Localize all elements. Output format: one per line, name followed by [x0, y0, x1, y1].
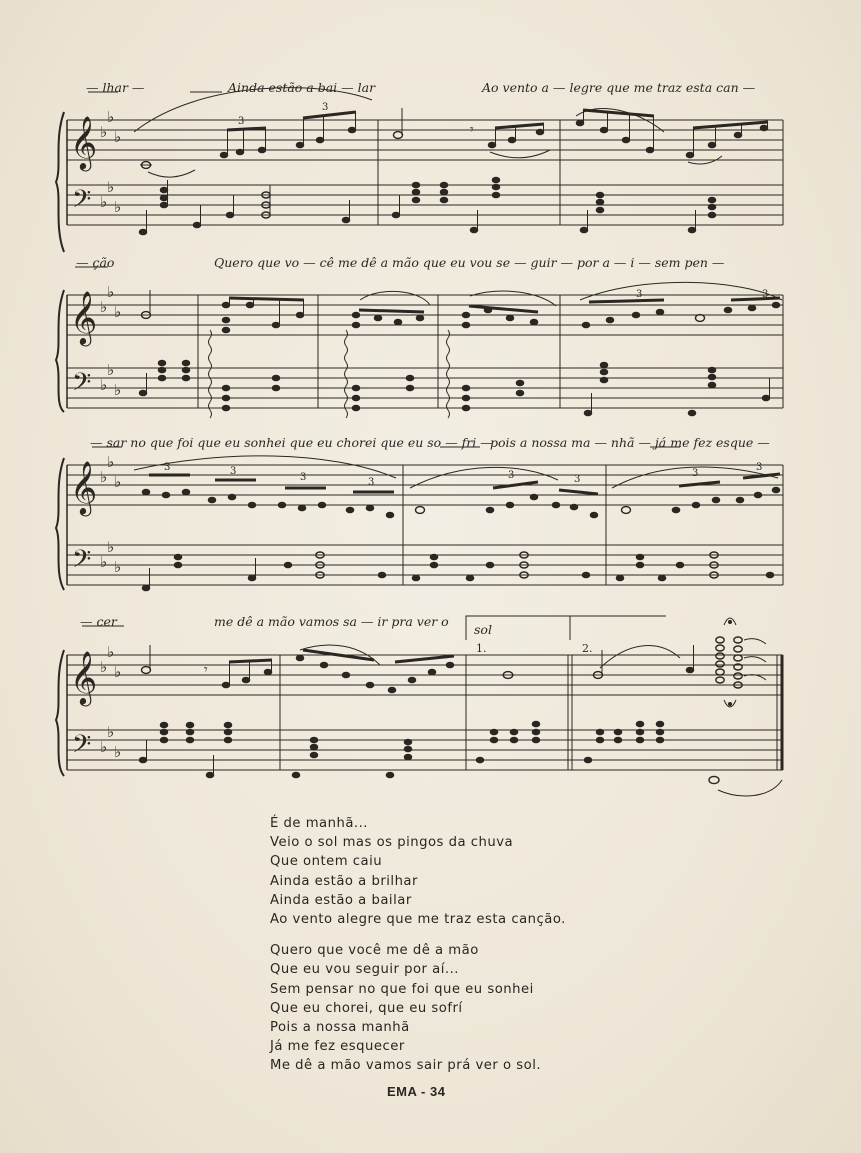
treble-clef-icon: 𝄞 — [70, 290, 98, 344]
svg-text:♭: ♭ — [107, 283, 115, 301]
svg-text:♭: ♭ — [114, 663, 122, 681]
treble-staff-3 — [67, 465, 783, 505]
svg-text:3: 3 — [368, 477, 375, 488]
bass-staff-1 — [67, 185, 783, 225]
treble-staff-1 — [67, 120, 783, 160]
key-signature-flats-icon — [100, 283, 121, 399]
system-2 — [56, 267, 783, 418]
svg-text:♭: ♭ — [114, 473, 122, 491]
lyric-system2-a: — ção — [76, 255, 115, 270]
svg-text:♭: ♭ — [107, 453, 115, 471]
key-signature-flats-icon — [100, 453, 121, 576]
system-1 — [56, 88, 783, 252]
lyric-system3-a: — sar no que foi que eu sonhei que eu chorei que eu so — fri — — [90, 435, 493, 450]
poem-line: É de manhã... — [270, 816, 369, 831]
lyric-system4-a: — cer — [80, 614, 117, 629]
svg-text:♭: ♭ — [107, 361, 115, 379]
svg-text:3: 3 — [756, 462, 763, 473]
bass-clef-icon: 𝄢 — [72, 730, 92, 765]
svg-text:♭: ♭ — [114, 128, 122, 146]
bass-staff-2 — [67, 368, 783, 408]
lyric-system1-a: — lhar — — [86, 80, 145, 95]
treble-staff-2 — [67, 295, 783, 335]
poem-line: Ainda estão a brilhar — [270, 873, 418, 889]
svg-text:3: 3 — [574, 474, 581, 485]
svg-text:3: 3 — [692, 468, 699, 479]
lyrics-poem — [270, 814, 566, 1088]
system-3 — [56, 447, 783, 591]
poem-line: Que eu chorei, que eu sofrí — [270, 1000, 463, 1016]
bass-clef-icon: 𝄢 — [72, 185, 92, 220]
svg-text:♭: ♭ — [114, 198, 122, 216]
lyric-system3-b: pois a nossa ma — nhã — já me fez esque — — [490, 435, 770, 450]
poem-line: Ao vento alegre que me traz esta canção. — [270, 912, 566, 928]
poem-stanza-2 — [270, 941, 566, 1075]
poem-line: Ainda estão a bailar — [270, 892, 412, 908]
svg-text:♭: ♭ — [114, 303, 122, 321]
treble-clef-icon: 𝄞 — [70, 650, 98, 704]
svg-text:♭: ♭ — [100, 468, 108, 486]
poem-line: Me dê a mão vamos sair prá ver o sol. — [270, 1058, 542, 1074]
svg-text:♭: ♭ — [100, 193, 108, 211]
poem-line: Quero que você me dê a mão — [270, 943, 479, 959]
svg-text:♭: ♭ — [107, 538, 115, 556]
system-4 — [56, 616, 783, 796]
lyric-system1-b: Ainda estão a bai — lar — [228, 80, 376, 95]
svg-text:♭: ♭ — [114, 558, 122, 576]
svg-text:♭: ♭ — [107, 643, 115, 661]
svg-text:3: 3 — [508, 470, 515, 481]
lyric-system2-b: Quero que vo — cê me dê a mão que eu vou se — guir — por a — i — sem pen — — [214, 255, 725, 270]
svg-text:3: 3 — [300, 472, 307, 483]
svg-text:♭: ♭ — [100, 298, 108, 316]
svg-text:3: 3 — [762, 289, 769, 300]
poem-line: Veio o sol mas os pingos da chuva — [270, 835, 514, 851]
svg-text:♭: ♭ — [100, 376, 108, 394]
bass-clef-icon: 𝄢 — [72, 368, 92, 403]
treble-staff-4 — [67, 655, 783, 695]
svg-text:♭: ♭ — [114, 381, 122, 399]
key-signature-flats-icon — [100, 108, 121, 216]
svg-text:♭: ♭ — [100, 738, 108, 756]
poem-line: Sem pensar no que foi que eu sonhei — [270, 981, 534, 997]
poem-line: Que ontem caiu — [270, 854, 383, 870]
svg-text:3: 3 — [164, 462, 171, 473]
svg-text:𝄾: 𝄾 — [470, 122, 474, 138]
treble-clef-icon: 𝄞 — [70, 460, 98, 514]
svg-text:3: 3 — [238, 116, 245, 127]
poem-line: Que eu vou seguir por aí... — [270, 962, 459, 978]
svg-text:♭: ♭ — [100, 123, 108, 141]
svg-text:3: 3 — [322, 102, 329, 113]
poem-line: Já me fez esquecer — [270, 1039, 405, 1055]
poem-stanza-1 — [270, 814, 566, 929]
treble-clef-icon: 𝄞 — [70, 115, 98, 169]
volta-second-ending: 2. — [582, 642, 593, 655]
svg-text:𝄾: 𝄾 — [204, 662, 208, 678]
lyric-system4-b: me dê a mão vamos sa — ir pra ver o — [214, 614, 449, 629]
svg-text:3: 3 — [230, 466, 237, 477]
svg-text:♭: ♭ — [107, 723, 115, 741]
svg-text:♭: ♭ — [107, 178, 115, 196]
svg-text:3: 3 — [636, 289, 643, 300]
poem-line: Pois a nossa manhã — [270, 1020, 410, 1036]
key-signature-flats-icon — [100, 643, 121, 761]
bass-staff-4 — [67, 730, 783, 770]
lyric-system4-c: sol — [474, 622, 492, 637]
lyric-system1-c: Ao vento a — legre que me traz esta can — — [482, 80, 756, 95]
page-number-label: EMA - 34 — [387, 1084, 446, 1099]
bass-clef-icon: 𝄢 — [72, 545, 92, 580]
svg-text:♭: ♭ — [107, 108, 115, 126]
svg-text:♭: ♭ — [100, 658, 108, 676]
volta-first-ending: 1. — [476, 642, 487, 655]
svg-text:♭: ♭ — [100, 553, 108, 571]
svg-text:♭: ♭ — [114, 743, 122, 761]
